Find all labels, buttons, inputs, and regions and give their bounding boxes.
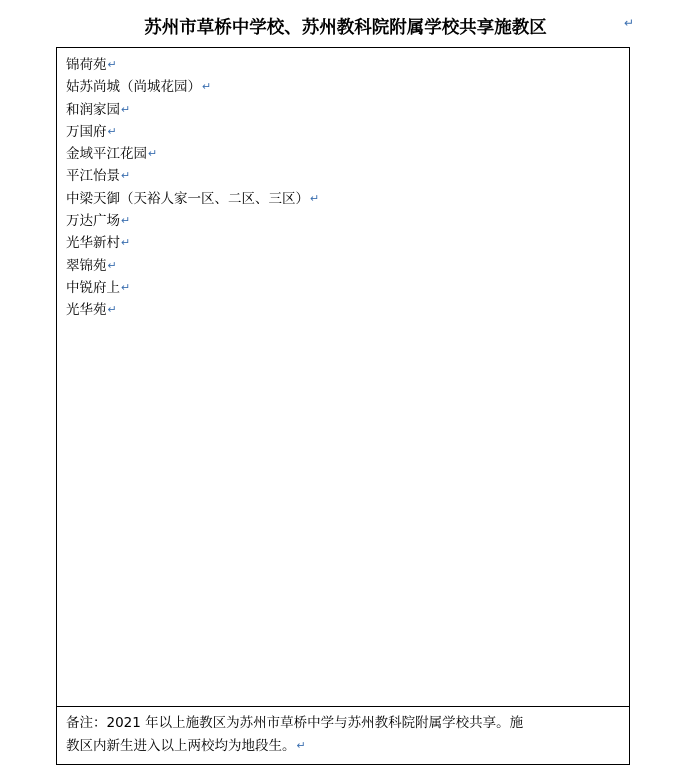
note-line-2-text: 教区内新生进入以上两校均为地段生。 bbox=[66, 738, 296, 754]
paragraph-mark-icon: ↵ bbox=[121, 170, 131, 183]
list-item-text: 和润家园 bbox=[66, 101, 120, 118]
paragraph-mark-icon: ↵ bbox=[107, 59, 117, 71]
list-item bbox=[66, 99, 621, 121]
paragraph-mark-icon: ↵ bbox=[107, 259, 117, 272]
list-item bbox=[66, 54, 621, 76]
list-item-text: 姑苏尚城（尚城花园） bbox=[66, 79, 201, 96]
paragraph-mark-icon: ↵ bbox=[121, 237, 131, 250]
paragraph-mark-icon: ↵ bbox=[107, 125, 117, 138]
page-title-text: 苏州市草桥中学校、苏州教科院附属学校共享施教区 bbox=[144, 18, 547, 38]
list-item bbox=[66, 121, 621, 143]
title-paragraph-mark: ↵ bbox=[624, 16, 635, 30]
list-item bbox=[66, 255, 621, 277]
paragraph-mark-icon: ↵ bbox=[107, 304, 117, 317]
note-line-2 bbox=[66, 735, 619, 758]
list-item-text: 中锐府上 bbox=[66, 279, 120, 296]
list-item-text: 锦荷苑 bbox=[66, 57, 107, 73]
school-district-table bbox=[56, 47, 630, 707]
list-item-text: 平江怡景 bbox=[66, 168, 120, 185]
list-item-text: 万达广场 bbox=[66, 213, 120, 230]
list-item-text: 翠锦苑 bbox=[66, 257, 107, 274]
paragraph-mark-icon: ↵ bbox=[296, 740, 306, 752]
list-item bbox=[66, 232, 621, 254]
list-item bbox=[66, 165, 621, 187]
list-item bbox=[66, 143, 621, 165]
paragraph-mark-icon: ↵ bbox=[121, 103, 131, 116]
paragraph-mark-icon: ↵ bbox=[202, 81, 212, 94]
note-cell bbox=[56, 707, 630, 765]
list-item bbox=[66, 76, 621, 98]
paragraph-mark-icon: ↵ bbox=[148, 148, 158, 161]
list-item bbox=[66, 210, 621, 232]
paragraph-mark-icon: ↵ bbox=[121, 281, 131, 294]
list-item bbox=[66, 299, 621, 321]
note-line-1: 备注：2021 年以上施教区为苏州市草桥中学与苏州教科院附属学校共享。施 bbox=[66, 715, 524, 731]
list-item bbox=[66, 188, 621, 210]
list-item-text: 光华苑 bbox=[66, 302, 107, 319]
list-item-text: 光华新村 bbox=[66, 235, 120, 252]
list-item-text: 中梁天御（天裕人家一区、二区、三区） bbox=[66, 190, 309, 207]
list-item bbox=[66, 277, 621, 299]
district-list-cell bbox=[57, 48, 629, 705]
list-item-text: 金域平江花园 bbox=[66, 146, 147, 163]
paragraph-mark-icon: ↵ bbox=[310, 192, 320, 205]
paragraph-mark-icon: ↵ bbox=[121, 215, 131, 228]
page-title bbox=[0, 14, 691, 39]
list-item-text: 万国府 bbox=[66, 123, 107, 140]
